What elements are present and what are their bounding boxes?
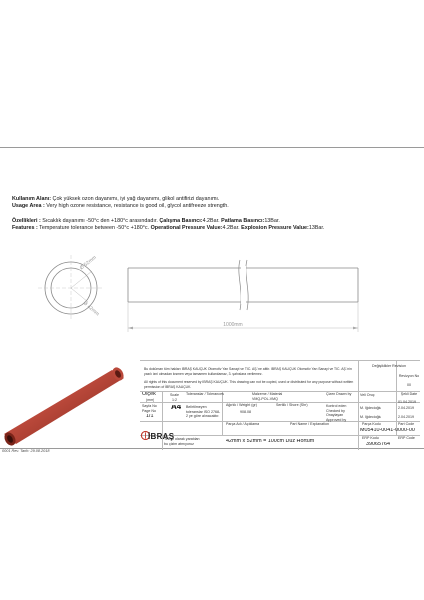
tb-col-a (162, 391, 163, 450)
usage-info-block (12, 196, 229, 210)
onay-value: M. İğdecioğlu (360, 415, 382, 419)
onay-label: Onaylayan Approved by (326, 413, 347, 422)
kontrol-label: Kontrol eden Checked by (326, 404, 347, 413)
dim-length-label: 1000mm (223, 322, 243, 328)
kontrol-value: M. İğdecioğlu (360, 406, 382, 410)
tb-col-b (222, 391, 223, 435)
parca-kodu-label: Parça Kodu (362, 422, 381, 426)
belirtilmeyen-text: Belirtilmeyen toleranslar ISO 2768-2 ye göre alınacaktır. (186, 405, 221, 418)
part-name-label: Part Name / Explanation (290, 422, 329, 426)
revision-footer: 0001 Rev. Tarih: 29.08.2018 (2, 449, 50, 453)
hose-body (4, 370, 124, 444)
erp-label: ERP Kodu (362, 436, 379, 440)
dim-outer-label: Ø 52mm (78, 254, 98, 272)
sayfa-value: 1/1 (146, 414, 154, 419)
ozellik-line: Özellikleri : Sıcaklık dayanımı -50°c den +180°c arasındadır. Çalışma Basıncı:4.2Bar. Patlama Basıncı:13Bar. (12, 218, 280, 224)
hose-drawing (0, 240, 424, 340)
erp-code-label: ERP Code (398, 436, 415, 440)
scale-value: 1:2 (172, 398, 177, 402)
part-code-value: M05410-0041-0000-00 (360, 428, 415, 433)
dim-inner-label: Ø 42mm (81, 300, 101, 318)
onay-date: 2.04.2019 (398, 415, 414, 419)
revizyon-label: Revizyon No (398, 374, 420, 378)
agirlik-label: Ağırlık / Weight (gr) (226, 403, 257, 407)
sekil-label: Şekli Date (400, 392, 418, 396)
title-block (140, 360, 420, 450)
kontrol-date: 2.04.2019 (398, 406, 414, 410)
scale-label: Scale (170, 393, 179, 397)
sayfa-label: Sayfa No Page No (142, 404, 157, 413)
tolerance-label: Toleranslar / Tolerances (186, 392, 224, 396)
hose-render (0, 364, 140, 450)
features-line: Features : Temperature tolerance between -50°c +180°c. Operational Pressure Value:4.2Bar. Explosion Pressure Value:13Bar. (12, 225, 325, 231)
paper-size: A4 (171, 405, 182, 410)
tb-top (140, 360, 420, 361)
usage-line: Usage Area : Very high ozone resistance, resistance is good oil, glycol antifreeze strength. (12, 203, 229, 209)
tb-col-d (396, 360, 397, 435)
length-arrow-left (128, 327, 133, 330)
kullanim-line: Kullanım Alanı: Çok yüksek ozon dayanımı, iyi yağ dayanımı, glikol antifirizi dayanımı. (12, 196, 220, 202)
part-name-value: 42mm x 52mm = 100cm Düz Hortum (226, 439, 315, 444)
tekrar-note: Tekrar olarak yaratılan bu çizim atmıyoruz (164, 437, 200, 446)
cizen-value: Veli Oruç (360, 393, 375, 397)
break-mark-left (239, 260, 241, 310)
cizen-date: 01.04.2019 (398, 400, 416, 404)
erp-value: 39065764 (366, 442, 390, 447)
material-value: VMQ-POL-VMQ (252, 397, 278, 401)
features-info-block (12, 218, 324, 232)
tb-col-c (358, 360, 359, 450)
length-arrow-right (353, 327, 358, 330)
olcek-label: Ölçek (142, 392, 156, 397)
agirlik-value: 908.08 (240, 410, 251, 414)
notice-tr: Bu doküman tüm hakları İBRAŞ KAUÇUK Otomotiv Yan Sanayi ve TİC. AŞ.'ne aittir. İBRAŞ KAUÇUK Otomotiv Yan Sanayi ve TİC. AŞ.'nin yazılı izni olmadan kısmen veya tamamen kullanılamaz, 3. şahıslara verilemez. (144, 367, 352, 376)
part-code-label: Part Code (398, 422, 415, 426)
degisiklik-label: Değişiklikler Revision (372, 364, 406, 368)
notice-en: All rights of this document reserved by İBRAŞ KAUÇUK. This drawing can not be copied, used or distributed for any purpose without written permission of İBRAŞ KAUÇUK. (144, 380, 354, 389)
parca-adi-label: Parça Adı / Açıklama (226, 422, 260, 426)
olcek-value: (mm) (146, 398, 155, 402)
cizen-label: Çizen Drawn by (326, 392, 352, 396)
break-gap (241, 266, 246, 304)
break-mark-right (246, 260, 248, 310)
ibras-logo-text: İBRAŞ (148, 432, 175, 441)
sertlik-label: Sertlik / Shore (Shr) (276, 403, 308, 407)
sheet-top-border (0, 147, 424, 148)
revizyon-value: 00 (407, 383, 411, 387)
material-label: Malzeme / Material (252, 392, 283, 396)
